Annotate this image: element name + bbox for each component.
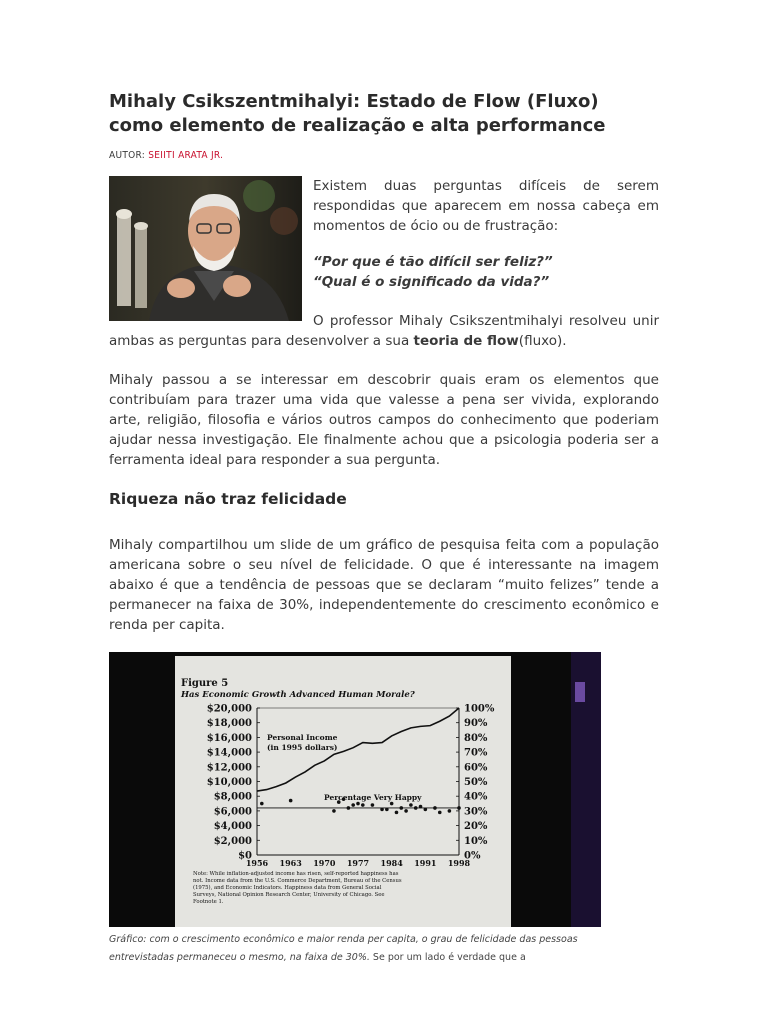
happy-point [457,806,461,810]
x-tick-label: 1970 [313,858,336,868]
x-tick-label: 1998 [447,858,471,868]
quotes-block [313,252,659,292]
chart-figure [109,652,601,927]
happy-point [438,811,442,815]
caption-italic: Gráfico: com o crescimento econômico e maior renda per capita, o grau de felicidade das pessoas entrevistadas permaneceu o mesmo, na faixa de 30%. [109,934,578,963]
y-left-tick-label: $20,000 [206,703,252,715]
x-tick-label: 1977 [346,858,370,868]
happy-point [351,803,355,807]
psychology-paragraph: Mihaly passou a se interessar em descobrir quais eram os elementos que contribuíam para trazer uma vida que valesse a pena ser vivida, explorando arte, religião, filosofia e vários outros campos do conhecimento que poderiam ajudar nessa investigação. Ele finalmente achou que a psicologia poderia ser a ferramenta ideal para responder a sua pergunta. [109,372,659,468]
quote-happiness: “Por que é tão difícil ser feliz?” [313,254,553,270]
author-label: AUTOR: [109,150,146,161]
income-sublabel: (in 1995 dollars) [267,743,338,752]
chart-note-1: Note: While inflation-adjusted income has risen, self-reported happiness has [193,871,399,877]
y-right-tick-label: 30% [464,806,488,818]
y-left-tick-label: $18,000 [206,718,252,730]
figure-label: Figure 5 [181,678,229,689]
author-photo [109,176,302,321]
y-left-tick-label: $10,000 [206,777,252,788]
chart-intro-paragraph: Mihaly compartilhou um slide de um gráfico de pesquisa feita com a população americana sobre o seu nível de felicidade. O que é interessante na imagem abaixo é que a tendência de pessoas que se declaram “muito felizes” tende a permanecer na faixa de 30%, independentemente do crescimento econômico e renda per capita. [109,537,659,633]
byline [109,150,223,161]
y-left-tick-label: $4,000 [213,821,252,833]
y-left-tick-label: $8,000 [213,791,252,803]
article-title: Mihaly Csikszentmihalyi: Estado de Flow (Fluxo) como elemento de realização e alta performance [109,91,606,136]
y-right-tick-label: 70% [464,747,488,759]
happy-point [390,802,394,806]
y-right-tick-label: 10% [464,835,488,847]
happy-point [414,806,418,810]
y-right-tick-label: 20% [464,821,488,833]
x-tick-label: 1963 [279,858,302,868]
y-right-tick-label: 50% [464,777,488,788]
flow-text-after: (fluxo). [518,333,567,349]
happy-point [404,809,408,813]
y-left-tick-label: $2,000 [213,835,252,847]
y-right-tick-label: 80% [464,732,488,744]
happy-point [395,811,399,815]
happy-point [424,808,428,812]
y-left-tick-label: $12,000 [206,762,252,774]
x-tick-label: 1984 [380,858,403,868]
author-link[interactable]: SEIITI ARATA JR. [148,150,224,161]
y-left-tick-label: $14,000 [206,747,252,759]
y-left-tick-label: $6,000 [213,806,252,818]
section-heading: Riqueza não traz felicidade [109,490,347,508]
happiness-income-chart [109,652,601,927]
chart-note-4: Surveys, National Opinion Research Center, University of Chicago. See [193,892,385,898]
chart-caption [109,931,601,967]
happy-label: Percentage Very Happy [324,793,422,802]
y-left-tick-label: $0 [238,850,252,862]
y-right-tick-label: 0% [464,850,481,862]
happy-point [371,803,375,807]
happy-point [332,809,336,813]
happy-point [356,802,360,806]
happy-point [361,803,365,807]
y-right-tick-label: 60% [464,762,488,774]
y-right-tick-label: 40% [464,791,488,803]
happy-point [419,805,423,809]
happy-point [433,806,437,810]
intro-paragraph: Existem duas perguntas difíceis de serem respondidas que aparecem em nossa cabeça em momentos de ócio ou de frustração: [313,178,659,234]
happy-point [385,808,389,812]
happy-point [289,799,293,803]
happy-point [448,809,452,813]
caption-continuation: Se por um lado é verdade que a [369,952,526,963]
income-label: Personal Income [267,733,338,742]
quote-meaning: “Qual é o significado da vida?” [313,274,550,290]
figure-subtitle: Has Economic Growth Advanced Human Morale? [181,690,415,700]
flow-text-before: O professor Mihaly Csikszentmihalyi resolveu unir ambas as perguntas para desenvolver a sua [109,313,659,349]
happy-point [409,803,413,807]
chart-note-3: (1975), and Economic Indicators. Happiness data from General Social [193,885,382,891]
y-right-tick-label: 100% [464,703,495,715]
flow-theory-term: teoria de flow [413,333,519,349]
chart-note-5: Footnote 1. [193,899,224,905]
happy-point [380,808,384,812]
chart-note-2: not. Income data from the U.S. Commerce Department, Bureau of the Census [193,878,402,884]
y-right-tick-label: 90% [464,718,488,730]
flow-paragraph [109,311,659,351]
happy-point [399,806,403,810]
x-tick-label: 1956 [245,858,269,868]
y-left-tick-label: $16,000 [206,732,252,744]
x-tick-label: 1991 [414,858,437,868]
happy-point [347,806,351,810]
portrait-image [109,176,302,321]
happy-point [260,802,264,806]
